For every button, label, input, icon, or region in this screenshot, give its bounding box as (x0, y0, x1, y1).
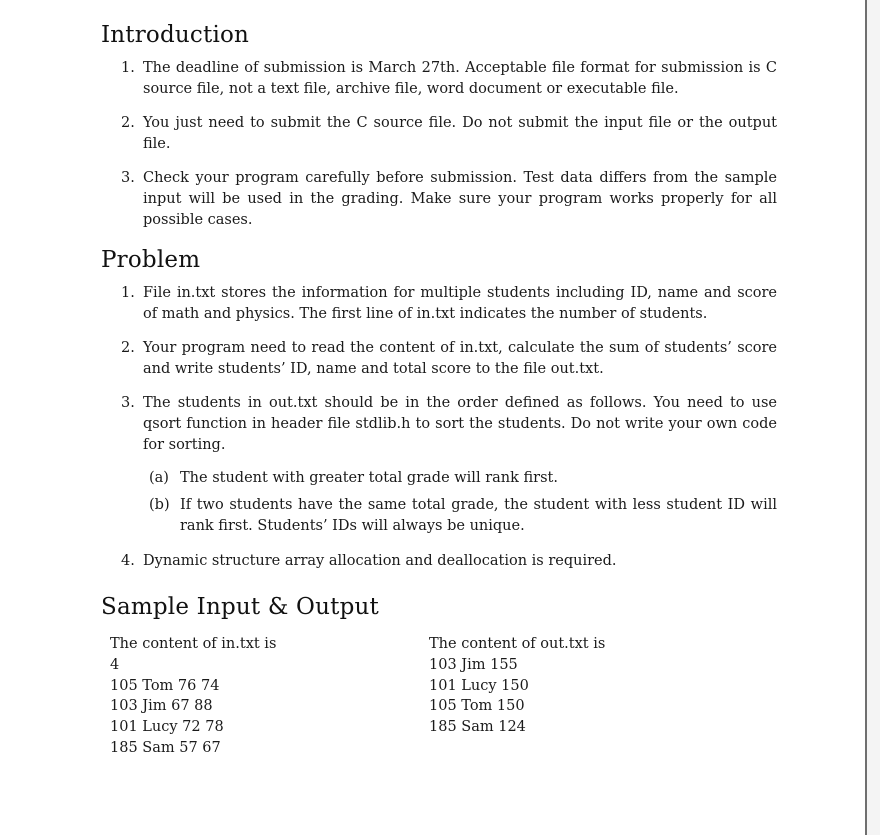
sample-output-column (420, 634, 729, 759)
item-number: 3. (121, 170, 135, 186)
list-item (101, 338, 777, 380)
page-edge-shade (867, 0, 880, 835)
sample-input-line: 185 Sam 57 67 (110, 739, 221, 756)
list-item (101, 113, 777, 155)
document-page (101, 22, 777, 759)
item-number: 2. (121, 115, 135, 131)
sample-heading: Sample Input & Output (101, 594, 379, 620)
sample-section (101, 594, 777, 759)
item-text: Check your program carefully before submission. Test data differs from the sample input will be used in the grading. Make sure your program works properly for all possible cases. (143, 170, 777, 228)
item-text: The deadline of submission is March 27th. Acceptable file format for submission is C source file, not a text file, archive file, word document or executable file. (143, 60, 777, 97)
introduction-heading: Introduction (101, 22, 250, 48)
list-item (101, 283, 777, 325)
item-number: 3. (121, 395, 135, 411)
problem-list (101, 283, 777, 572)
sample-input-line: 4 (110, 656, 120, 673)
sub-item-text: The student with greater total grade will rank first. (180, 470, 558, 486)
list-item (101, 551, 777, 572)
list-item (101, 168, 777, 231)
item-number: 2. (121, 340, 135, 356)
sub-item-label: (a) (149, 470, 169, 486)
item-text: File in.txt stores the information for multiple students including ID, name and score of math and physics. The first line of in.txt indicates the number of students. (143, 285, 777, 322)
sub-item-text: If two students have the same total grade, the student with less student ID will rank first. Students’ IDs will always be unique. (180, 497, 777, 534)
item-text: Dynamic structure array allocation and deallocation is required. (143, 553, 617, 569)
sample-input-line: 105 Tom 76 74 (110, 677, 220, 694)
item-number: 4. (121, 553, 135, 569)
introduction-section (101, 22, 777, 231)
item-text: You just need to submit the C source file. Do not submit the input file or the output file. (143, 115, 777, 152)
problem-heading: Problem (101, 247, 201, 273)
sub-list-item (143, 495, 777, 537)
item-number: 1. (121, 60, 135, 76)
sample-input-title: The content of in.txt is (110, 636, 277, 652)
sample-output-line: 103 Jim 155 (429, 656, 518, 673)
problem-section (101, 247, 777, 572)
sub-list (143, 468, 777, 537)
sample-output-title: The content of out.txt is (429, 636, 606, 652)
sample-output-line: 101 Lucy 150 (429, 677, 529, 694)
list-item (101, 393, 777, 537)
sub-list-item (143, 468, 777, 489)
sub-item-label: (b) (149, 497, 170, 513)
sample-output-line: 105 Tom 150 (429, 698, 525, 715)
sample-input-line: 101 Lucy 72 78 (110, 719, 224, 736)
item-number: 1. (121, 285, 135, 301)
sample-output-line: 185 Sam 124 (429, 719, 526, 736)
item-text: The students in out.txt should be in the order defined as follows. You need to use qsort function in header file stdlib.h to sort the students. Do not write your own code for sorting. (143, 395, 777, 453)
sample-columns (101, 634, 777, 759)
list-item (101, 58, 777, 100)
item-text: Your program need to read the content of in.txt, calculate the sum of students’ score and write students’ ID, name and total score to the file out.txt. (143, 340, 777, 377)
sample-input-line: 103 Jim 67 88 (110, 698, 213, 715)
sample-input-column (101, 634, 420, 759)
introduction-list (101, 58, 777, 231)
